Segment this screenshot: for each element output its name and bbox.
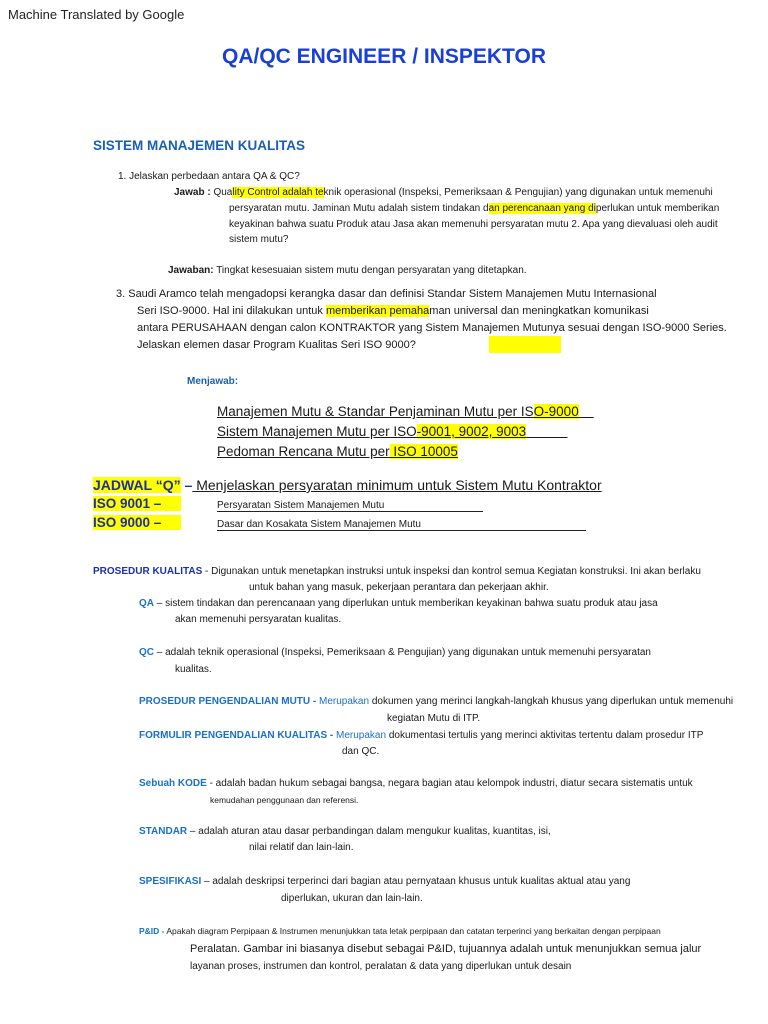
kode-definition: Sebuah KODE - adalah badan hukum sebagai bangsa, negara bagian atau kelompok industri, diatur secara sistematis untuk — [139, 778, 693, 789]
q1-answer-line-2: persyaratan mutu. Jaminan Mutu adalah sistem tindakan dan perencanaan yang diperlukan untuk memberikan — [229, 203, 720, 214]
highlight: O-9000 — [533, 404, 579, 419]
qa-definition-cont: akan memenuhi persyaratan kualitas. — [175, 614, 342, 625]
kode-cont: kemudahan penggunaan dan referensi. — [210, 795, 359, 805]
prosedur-kualitas-cont: untuk bahan yang masuk, pekerjaan perantara dan pekerjaan akhir. — [249, 582, 549, 593]
standar-label: STANDAR — [139, 826, 188, 837]
highlight-block — [489, 336, 561, 353]
highlight: lity Control adalah te — [232, 187, 324, 198]
machine-translated-note: Machine Translated by Google — [8, 7, 185, 22]
q1-answer-line-3: keyakinan bahwa suatu Produk atau Jasa akan memenuhi persyaratan mutu 2. Apa yang dievaluasi oleh audit — [229, 219, 718, 230]
page-title: QA/QC ENGINEER / INSPEKTOR — [222, 45, 546, 68]
iso-9001-text: Persyaratan Sistem Manajemen Mutu — [217, 500, 483, 512]
iso-9000-text: Dasar dan Kosakata Sistem Manajemen Mutu — [217, 519, 586, 531]
ppm-label: PROSEDUR PENGENDALIAN MUTU - — [139, 696, 317, 707]
highlight: -9001, 9002, 9003 — [416, 424, 527, 439]
iso-9000-label: ISO 9000 – — [93, 515, 181, 530]
menjawab-label: Menjawab: — [187, 376, 239, 387]
qa-label: QA — [139, 598, 154, 609]
spesifikasi-cont: diperlukan, ukuran dan lain-lain. — [281, 893, 423, 904]
spesifikasi-label: SPESIFIKASI — [139, 876, 202, 887]
question-3-line-4: Jelaskan elemen dasar Program Kualitas Seri ISO 9000? — [137, 339, 416, 351]
fpk-cont: dan QC. — [342, 746, 380, 757]
jadwal-label: JADWAL “Q” — [93, 477, 181, 493]
standar-definition: STANDAR – adalah aturan atau dasar perbandingan dalam mengukur kualitas, kuantitas, isi, — [139, 826, 551, 837]
spesifikasi-definition: SPESIFIKASI – adalah deskripsi terperinci dari bagian atau pernyataan khusus untuk kualitas aktual atau yang — [139, 876, 631, 887]
formulir-pengendalian-kualitas: FORMULIR PENGENDALIAN KUALITAS - Merupakan dokumentasi tertulis yang merinci aktivitas tertentu dalam prosedur ITP — [139, 730, 704, 741]
highlight: an perencanaan yang di — [488, 203, 596, 214]
highlight: ISO 10005 — [389, 444, 458, 459]
question-3-line-2: Seri ISO-9000. Hal ini dilakukan untuk memberikan pemahaman universal dan meningkatkan komunikasi — [137, 305, 649, 317]
kode-label: Sebuah KODE — [139, 778, 207, 789]
standar-cont: nilai relatif dan lain-lain. — [249, 842, 354, 853]
qc-label: QC — [139, 647, 154, 658]
q1-answer-line-4: sistem mutu? — [229, 234, 289, 245]
iso-9001-label: ISO 9001 – — [93, 496, 181, 511]
qa-definition: QA – sistem tindakan dan perencanaan yang diperlukan untuk memberikan keyakinan bahwa suatu produk atau jasa — [139, 598, 658, 609]
qc-definition: QC – adalah teknik operasional (Inspeksi, Pemeriksaan & Pengujian) yang digunakan untuk memenuhi persyaratan — [139, 647, 651, 658]
prosedur-kualitas: PROSEDUR KUALITAS - Digunakan untuk menetapkan instruksi untuk inspeksi dan kontrol semua Kegiatan konstruksi. Ini akan berlaku — [93, 566, 701, 577]
question-1: 1. Jelaskan perbedaan antara QA & QC? — [118, 171, 300, 182]
pid-cont-1: Peralatan. Gambar ini biasanya disebut sebagai P&ID, tujuannya adalah untuk menunjukkan semua jalur — [190, 943, 702, 955]
q1-answer-line-1: Jawab : Quality Control adalah teknik operasional (Inspeksi, Pemeriksaan & Pengujian) yang digunakan untuk memenuhi — [174, 187, 713, 198]
prosedur-kualitas-label: PROSEDUR KUALITAS — [93, 566, 203, 577]
ppm-cont: kegiatan Mutu di ITP. — [387, 713, 481, 724]
section-heading: SISTEM MANAJEMEN KUALITAS — [93, 138, 306, 153]
jawaban-label: Jawaban: — [168, 265, 214, 276]
jawaban-line: Jawaban: Tingkat kesesuaian sistem mutu dengan persyaratan yang ditetapkan. — [168, 265, 527, 276]
question-3-line-3: antara PERUSAHAAN dengan calon KONTRAKTOR yang Sistem Manajemen Mutunya sesuai dengan ISO-9000 Series. — [137, 322, 727, 334]
prosedur-pengendalian-mutu: PROSEDUR PENGENDALIAN MUTU - Merupakan dokumen yang merinci langkah-langkah khusus yang diperlukan untuk memenuhi — [139, 696, 734, 707]
jawab-label: Jawab : — [174, 187, 211, 198]
jadwal-line: JADWAL “Q” – Menjelaskan persyaratan minimum untuk Sistem Mutu Kontraktor — [93, 477, 602, 493]
qc-definition-cont: kualitas. — [175, 664, 212, 675]
question-3-line-1: 3. Saudi Aramco telah mengadopsi kerangka dasar dan definisi Standar Sistem Manajemen Mutu Internasional — [116, 288, 657, 300]
answer-line-2: Sistem Manajemen Mutu per ISO-9001, 9002, 9003 — [217, 424, 527, 439]
pid-label: P&ID - — [139, 926, 165, 936]
highlight: memberikan pemaha — [325, 305, 430, 317]
answer-line-3: Pedoman Rencana Mutu per ISO 10005 — [217, 444, 458, 459]
pid-cont-2: layanan proses, instrumen dan kontrol, peralatan & data yang diperlukan untuk desain — [190, 961, 572, 972]
fpk-label: FORMULIR PENGENDALIAN KUALITAS - — [139, 730, 334, 741]
pid-definition: P&ID - Apakah diagram Perpipaan & Instrumen menunjukkan tata letak perpipaan dan catatan terperinci yang berkaitan dengan perpipaan — [139, 926, 661, 936]
answer-line-1: Manajemen Mutu & Standar Penjaminan Mutu per ISO-9000 — [217, 404, 579, 419]
